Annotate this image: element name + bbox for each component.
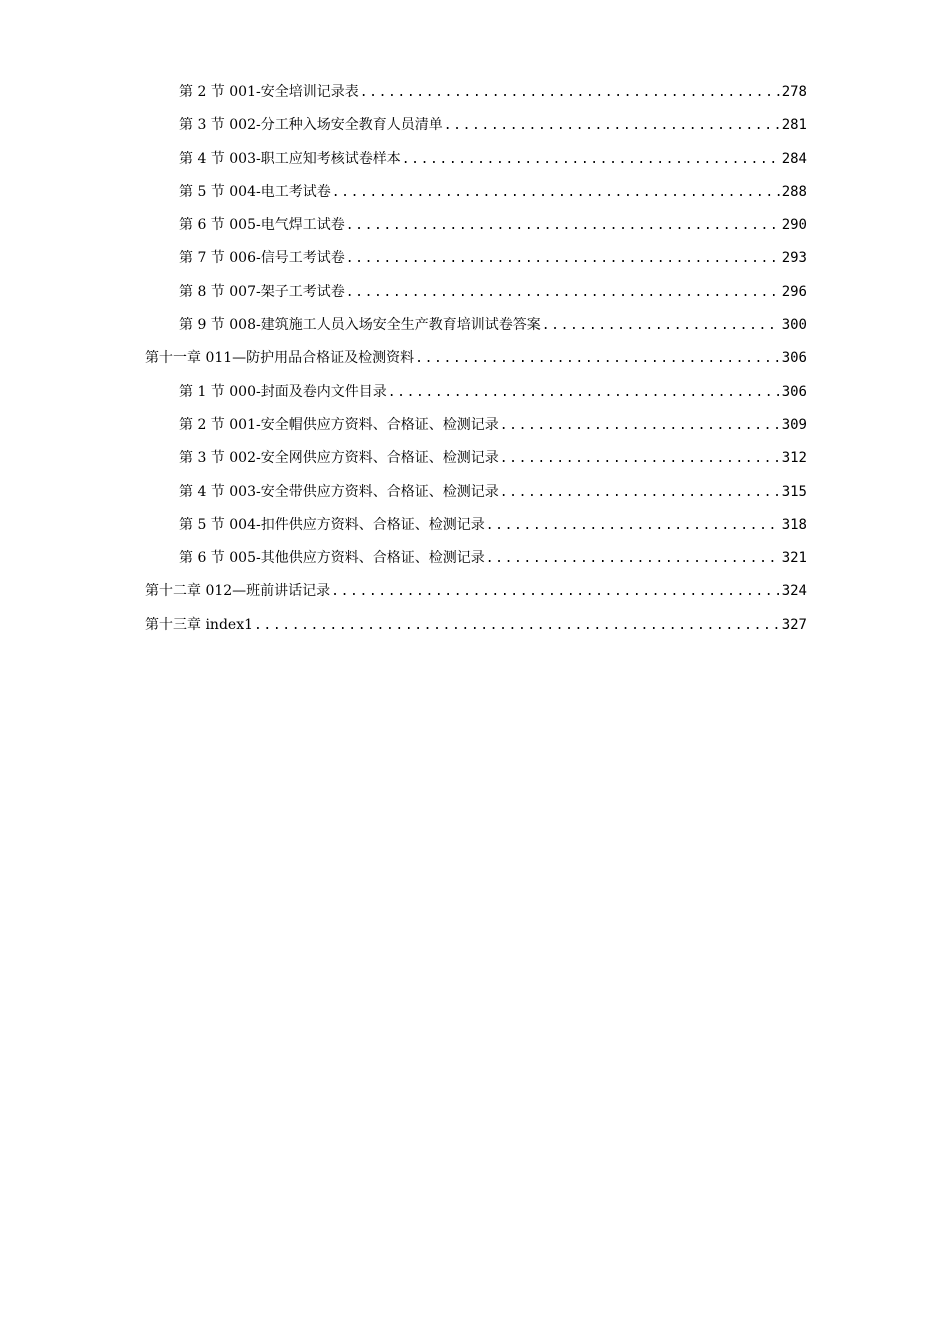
toc-entry-title: 第 6 节 005-其他供应方资料、合格证、检测记录 xyxy=(179,546,485,570)
toc-entry-page: 278 xyxy=(781,84,807,100)
toc-entry-title: 第十三章 index1 xyxy=(145,613,253,637)
toc-entry-page: 306 xyxy=(781,383,807,400)
toc-dot-leader xyxy=(388,381,780,405)
toc-dot-leader xyxy=(500,447,780,471)
toc-dot-leader xyxy=(415,347,780,371)
toc-dot-leader xyxy=(500,481,780,505)
toc-entry-page: 296 xyxy=(781,283,807,300)
toc-entry-title: 第 2 节 001-安全帽供应方资料、合格证、检测记录 xyxy=(179,413,499,437)
toc-entry[interactable] xyxy=(145,80,807,113)
toc-entry-page: 318 xyxy=(781,516,807,533)
toc-entry-title: 第 5 节 004-电工考试卷 xyxy=(179,180,331,204)
toc-entry-page: 315 xyxy=(781,483,807,500)
toc-entry[interactable] xyxy=(145,480,807,513)
toc-entry-title: 第 1 节 000-封面及卷内文件目录 xyxy=(179,380,387,404)
toc-dot-leader xyxy=(360,81,780,105)
toc-entry-page: 284 xyxy=(781,150,807,167)
toc-entry-page: 290 xyxy=(781,217,807,234)
table-of-contents xyxy=(145,80,807,646)
toc-entry[interactable] xyxy=(145,446,807,479)
toc-entry[interactable] xyxy=(145,313,807,346)
toc-entry-title: 第 5 节 004-扣件供应方资料、合格证、检测记录 xyxy=(179,513,485,537)
toc-entry-title: 第 3 节 002-分工种入场安全教育人员清单 xyxy=(179,113,443,137)
toc-dot-leader xyxy=(254,614,780,638)
toc-entry[interactable] xyxy=(145,546,807,579)
toc-dot-leader xyxy=(486,514,780,538)
toc-entry-title: 第十二章 012—班前讲话记录 xyxy=(145,579,330,603)
toc-chapter-entry[interactable] xyxy=(145,346,807,379)
toc-dot-leader xyxy=(331,580,780,604)
toc-entry-title: 第 9 节 008-建筑施工人员入场安全生产教育培训试卷答案 xyxy=(179,313,541,337)
toc-dot-leader xyxy=(402,148,780,172)
toc-entry-title: 第 4 节 003-安全带供应方资料、合格证、检测记录 xyxy=(179,480,499,504)
toc-entry[interactable] xyxy=(145,213,807,246)
toc-entry[interactable] xyxy=(145,246,807,279)
toc-entry-page: 293 xyxy=(781,250,807,267)
toc-dot-leader xyxy=(346,214,780,238)
toc-entry-title: 第 7 节 006-信号工考试卷 xyxy=(179,246,345,270)
toc-entry[interactable] xyxy=(145,380,807,413)
toc-entry-page: 309 xyxy=(781,416,807,433)
toc-dot-leader xyxy=(500,414,780,438)
toc-chapter-entry[interactable] xyxy=(145,579,807,612)
toc-entry-title: 第 8 节 007-架子工考试卷 xyxy=(179,280,345,304)
toc-dot-leader xyxy=(332,181,780,205)
toc-entry-page: 281 xyxy=(781,117,807,134)
toc-entry[interactable] xyxy=(145,513,807,546)
toc-entry-page: 306 xyxy=(781,350,807,367)
toc-entry-page: 300 xyxy=(781,317,807,334)
toc-entry[interactable] xyxy=(145,413,807,446)
toc-entry[interactable] xyxy=(145,280,807,313)
toc-entry-page: 327 xyxy=(781,616,807,633)
toc-dot-leader xyxy=(346,247,780,271)
toc-entry-page: 288 xyxy=(781,183,807,200)
toc-dot-leader xyxy=(444,114,780,138)
toc-entry-title: 第 3 节 002-安全网供应方资料、合格证、检测记录 xyxy=(179,446,499,470)
toc-entry-page: 324 xyxy=(781,583,807,600)
toc-entry-title: 第 6 节 005-电气焊工试卷 xyxy=(179,213,345,237)
toc-dot-leader xyxy=(486,547,780,571)
toc-chapter-entry[interactable] xyxy=(145,613,807,646)
toc-dot-leader xyxy=(346,281,780,305)
toc-entry-page: 321 xyxy=(781,550,807,567)
toc-entry-title: 第 2 节 001-安全培训记录表 xyxy=(179,80,359,104)
toc-entry[interactable] xyxy=(145,113,807,146)
toc-entry-page: 312 xyxy=(781,450,807,467)
toc-dot-leader xyxy=(542,314,780,338)
toc-entry-title: 第 4 节 003-职工应知考核试卷样本 xyxy=(179,147,401,171)
toc-entry-title: 第十一章 011—防护用品合格证及检测资料 xyxy=(145,346,414,370)
toc-entry[interactable] xyxy=(145,147,807,180)
toc-entry[interactable] xyxy=(145,180,807,213)
